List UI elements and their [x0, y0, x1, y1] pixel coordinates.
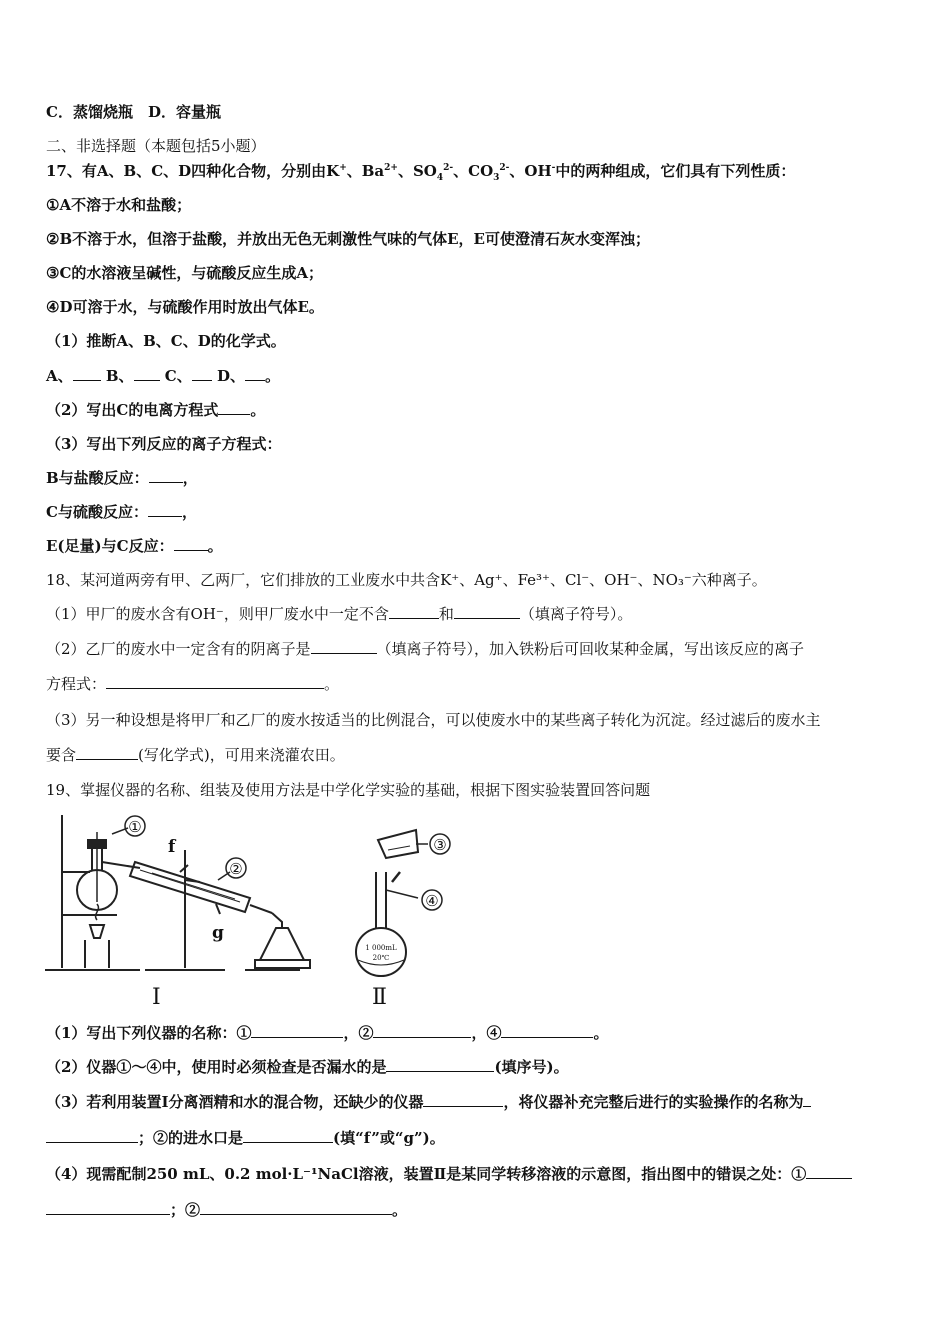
q18-sub2: （2）乙厂的废水中一定含有的阴离子是 （填离子符号），加入铁粉后可回收某种金属，写出该反应的离子	[46, 640, 805, 658]
q18-stem: 18、某河道两旁有甲、乙两厂，它们排放的工业废水中共含K⁺、Ag⁺、Fe³⁺、Cl⁻、OH⁻、NO₃⁻六种离子。	[46, 571, 767, 589]
answer-blank[interactable]	[454, 604, 520, 619]
q19-sub4: （4）现需配制250 mL、0.2 mol·L⁻¹NaCl溶液，装置Ⅱ是某同学转移溶液的示意图，指出图中的错误之处：①	[46, 1164, 852, 1184]
beaker	[378, 830, 418, 858]
apparatus-2-label: Ⅱ	[372, 985, 387, 1010]
answer-blank[interactable]	[174, 536, 208, 551]
label-4: ④	[425, 892, 439, 910]
q17-reaction-1: B与盐酸反应： ，	[46, 469, 198, 487]
q17-reaction-3: E(足量)与C反应： 。	[46, 537, 223, 555]
answer-blank[interactable]	[134, 366, 160, 381]
label-1: ①	[128, 818, 142, 836]
q19-sub2: （2）仪器①～④中，使用时必须检查是否漏水的是 (填序号)。	[46, 1058, 569, 1076]
apparatus-1-label: Ⅰ	[152, 985, 161, 1010]
option-cd: C．蒸馏烧瓶 D．容量瓶	[46, 103, 221, 121]
label-3: ③	[433, 836, 447, 854]
apparatus-figure	[40, 810, 480, 1015]
answer-blank[interactable]	[76, 745, 138, 760]
q18-sub3-cont: 要含 (写化学式)，可用来浇灌农田。	[46, 746, 345, 764]
q18-sub1: （1）甲厂的废水含有OH⁻，则甲厂废水中一定不含 和 （填离子符号）。	[46, 605, 633, 623]
answer-blank[interactable]	[501, 1023, 593, 1038]
q17-stem: 17、有A、B、C、D四种化合物，分别由K+、$Ba^{2+}$、$SO_4^{2-}$、$CO_3^{2-}$、OH-中的两种组成，它们具有下列性质：	[46, 162, 796, 183]
answer-blank[interactable]	[389, 604, 439, 619]
q17-sub1: （1）推断A、B、C、D的化学式。	[46, 332, 286, 350]
flask-volume-text: 1 000mL	[365, 944, 397, 952]
section-title: 二、非选择题（本题包括5小题）	[46, 137, 266, 155]
answer-blank[interactable]	[46, 1200, 170, 1215]
answer-blank[interactable]	[373, 1023, 471, 1038]
q18-sub3: （3）另一种设想是将甲厂和乙厂的废水按适当的比例混合，可以使废水中的某些离子转化为沉淀。经过滤后的废水主	[46, 711, 821, 729]
answer-blank[interactable]	[218, 400, 250, 415]
answer-blank[interactable]	[192, 366, 212, 381]
volumetric-flask-body	[356, 928, 406, 976]
q17-property-2: ②B不溶于水，但溶于盐酸，并放出无色无刺激性气味的气体E，E可使澄清石灰水变浑浊；	[46, 230, 650, 248]
answer-blank[interactable]	[73, 366, 101, 381]
answer-blank[interactable]	[806, 1164, 852, 1179]
q19-sub3-cont: ；②的进水口是 (填“f”或“g”)。	[46, 1128, 445, 1148]
label-f: f	[168, 837, 176, 857]
alcohol-burner	[90, 925, 104, 938]
q19-sub1: （1）写出下列仪器的名称：① ，② ，④ 。	[46, 1024, 609, 1042]
answer-blank[interactable]	[251, 1023, 343, 1038]
answer-blank[interactable]	[200, 1200, 392, 1215]
q17-property-1: ①A不溶于水和盐酸；	[46, 196, 192, 214]
q17-reaction-2: C与硫酸反应： ，	[46, 503, 197, 521]
q17-blanks: A、 B、 C、 D、 。	[46, 367, 281, 385]
q18-sub2-cont: 方程式： 。	[46, 675, 340, 693]
answer-blank[interactable]	[106, 674, 324, 689]
flask-temp-text: 20℃	[372, 954, 390, 962]
conical-flask	[260, 928, 304, 960]
answer-blank[interactable]	[245, 366, 265, 381]
q19-sub3: （3）若利用装置Ⅰ分离酒精和水的混合物，还缺少的仪器 ，将仪器补充完整后进行的实验操作的名称为	[46, 1092, 811, 1112]
answer-blank[interactable]	[46, 1128, 138, 1143]
answer-blank[interactable]	[148, 502, 182, 517]
label-2: ②	[229, 860, 243, 878]
q17-property-4: ④D可溶于水，与硫酸作用时放出气体E。	[46, 298, 324, 316]
glass-rod	[392, 872, 400, 882]
answer-blank[interactable]	[149, 468, 183, 483]
answer-blank[interactable]	[243, 1128, 333, 1143]
label-g: g	[212, 923, 224, 943]
answer-blank[interactable]	[311, 639, 377, 654]
answer-blank[interactable]	[386, 1057, 494, 1072]
answer-blank[interactable]	[803, 1092, 811, 1107]
answer-blank[interactable]	[423, 1092, 503, 1107]
q17-sub3: （3）写出下列反应的离子方程式：	[46, 435, 282, 453]
q17-sub2: （2）写出C的电离方程式 。	[46, 401, 266, 419]
q19-stem: 19、掌握仪器的名称、组装及使用方法是中学化学实验的基础，根据下图实验装置回答问题	[46, 781, 651, 799]
q19-sub4-cont: ；② 。	[46, 1200, 407, 1220]
q17-property-3: ③C的水溶液呈碱性，与硫酸反应生成A；	[46, 264, 324, 282]
